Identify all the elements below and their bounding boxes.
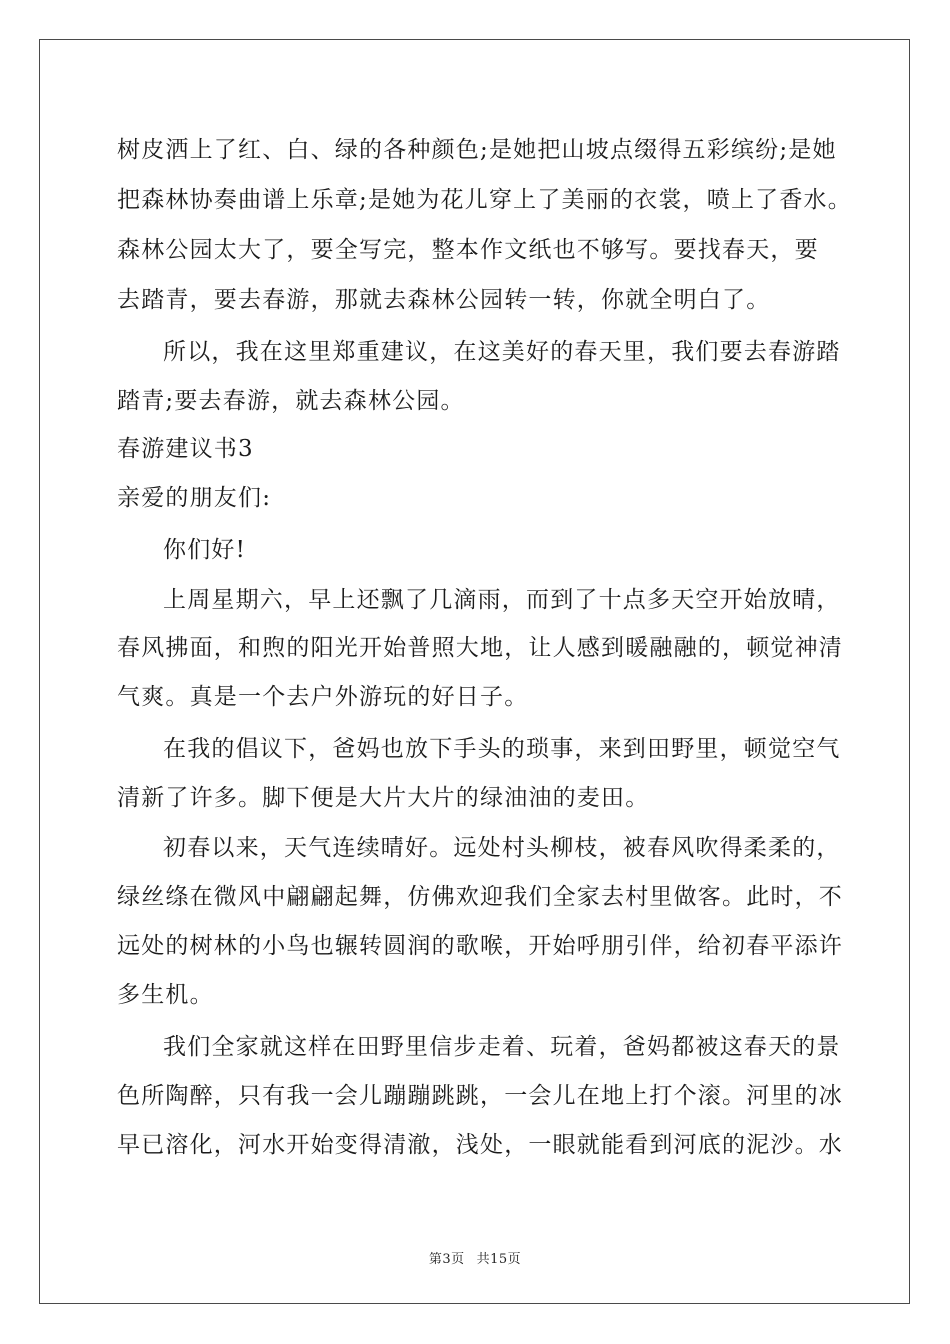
text-line: 色所陶醉，只有我一会儿蹦蹦跳跳，一会儿在地上打个滚。河里的冰 [117, 1083, 843, 1109]
page-footer [0, 1248, 950, 1267]
greeting: 你们好! [163, 537, 247, 563]
salutation: 亲爱的朋友们: [117, 485, 272, 511]
paragraph-start: 我们全家就这样在田野里信步走着、玩着，爸妈都被这春天的景 [163, 1034, 841, 1060]
text-line: 远处的树林的小鸟也辗转圆润的歌喉，开始呼朋引伴，给初春平添许 [117, 933, 843, 959]
text-line: 春风拂面，和煦的阳光开始普照大地，让人感到暖融融的，顿觉神清 [117, 635, 843, 661]
paragraph-start: 初春以来，天气连续晴好。远处村头柳枝，被春风吹得柔柔的， [163, 835, 841, 861]
paragraph-start: 所以，我在这里郑重建议，在这美好的春天里，我们要去春游踏 [163, 339, 841, 365]
text-line: 去踏青，要去春游，那就去森林公园转一转，你就全明白了。 [117, 287, 771, 313]
text-line: 气爽。真是一个去户外游玩的好日子。 [117, 684, 529, 710]
text-line: 清新了许多。脚下便是大片大片的绿油油的麦田。 [117, 785, 650, 811]
page-number: 第3页 [428, 1252, 465, 1267]
text-line: 树皮洒上了红、白、绿的各种颜色;是她把山坡点缀得五彩缤纷;是她 [117, 137, 837, 163]
text-line: 绿丝绦在微风中翩翩起舞，仿佛欢迎我们全家去村里做客。此时，不 [117, 884, 843, 910]
text-line: 把森林协奏曲谱上乐章;是她为花儿穿上了美丽的衣裳，喷上了香水。 [117, 187, 852, 213]
paragraph-start: 上周星期六，早上还飘了几滴雨，而到了十点多天空开始放晴， [163, 587, 841, 613]
text-line: 早已溶化，河水开始变得清澈，浅处，一眼就能看到河底的泥沙。水 [117, 1132, 843, 1158]
text-line: 森林公园太大了，要全写完，整本作文纸也不够写。要找春天，要 [117, 237, 819, 263]
text-line: 多生机。 [117, 982, 214, 1008]
paragraph-start: 在我的倡议下，爸妈也放下手头的琐事，来到田野里，顿觉空气 [163, 736, 841, 762]
text-line: 踏青;要去春游，就去森林公园。 [117, 388, 465, 414]
page-border [39, 39, 910, 1304]
page-total: 共15页 [476, 1252, 522, 1267]
section-title: 春游建议书3 [117, 436, 254, 462]
